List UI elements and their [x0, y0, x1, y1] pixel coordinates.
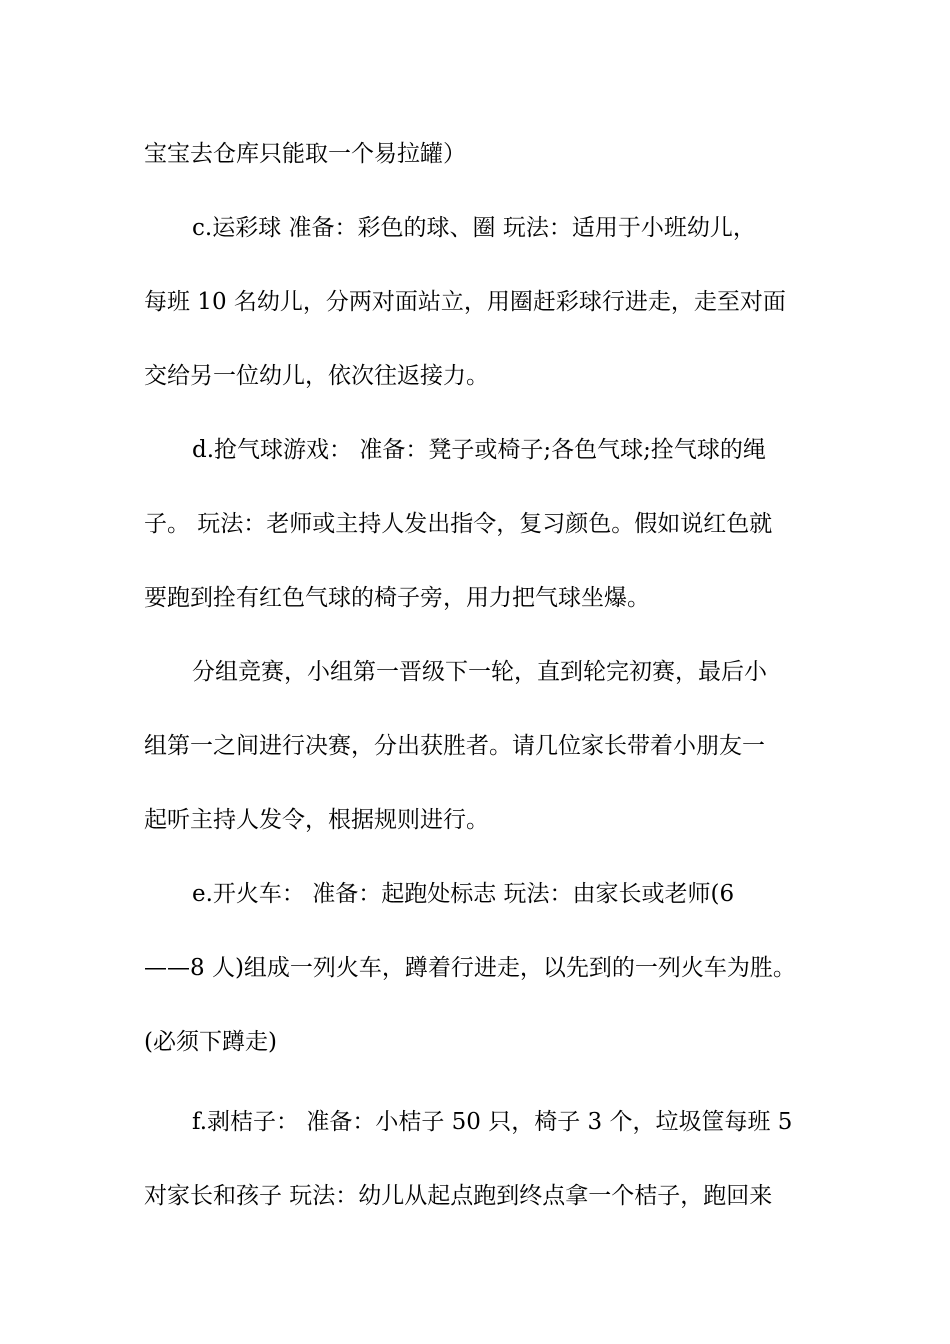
text-line-13: (必须下蹲走)	[144, 1029, 277, 1055]
text-line-15: 对家长和孩子 玩法：幼儿从起点跑到终点拿一个桔子，跑回来	[144, 1183, 773, 1209]
text-line-7: 要跑到拴有红色气球的椅子旁，用力把气球坐爆。	[144, 585, 650, 611]
text-line-4: 交给另一位幼儿，依次往返接力。	[144, 363, 489, 389]
text-line-2: c.运彩球 准备：彩色的球、圈 玩法：适用于小班幼儿，	[192, 215, 756, 241]
text-line-11: e.开火车： 准备：起跑处标志 玩法：由家长或老师(6	[192, 881, 735, 907]
text-line-10: 起听主持人发令，根据规则进行。	[144, 807, 489, 833]
text-line-6: 子。 玩法：老师或主持人发出指令，复习颜色。假如说红色就	[144, 511, 773, 537]
text-line-3: 每班 10 名幼儿，分两对面站立，用圈赶彩球行进走，走至对面	[144, 289, 786, 315]
text-line-14: f.剥桔子： 准备：小桔子 50 只，椅子 3 个，垃圾筐每班 5	[192, 1109, 793, 1135]
text-line-1: 宝宝去仓库只能取一个易拉罐）	[144, 141, 466, 167]
text-line-5: d.抢气球游戏： 准备：凳子或椅子;各色气球;拴气球的绳	[192, 437, 766, 463]
text-line-12: ——8 人)组成一列火车，蹲着行进走，以先到的一列火车为胜。	[144, 955, 796, 981]
text-line-9: 组第一之间进行决赛，分出获胜者。请几位家长带着小朋友一	[144, 733, 765, 759]
text-line-8: 分组竞赛，小组第一晋级下一轮，直到轮完初赛，最后小	[192, 659, 767, 685]
